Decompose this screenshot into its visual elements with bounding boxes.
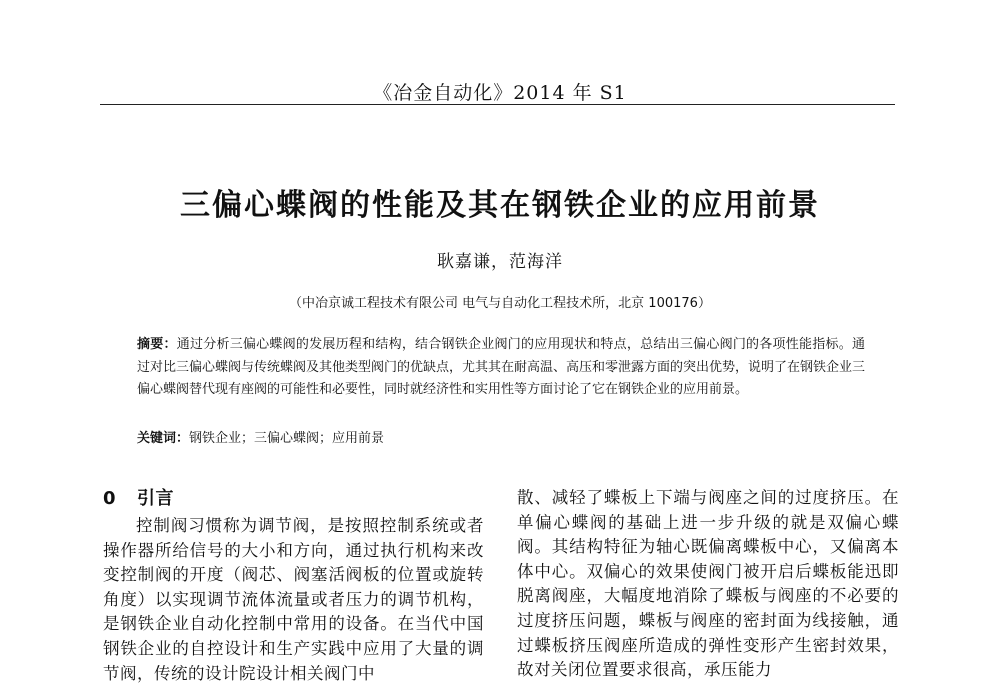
abstract-label: 摘要： bbox=[137, 337, 177, 352]
running-header: 《冶金自动化》2014 年 S1 bbox=[373, 82, 627, 104]
abstract bbox=[137, 334, 865, 402]
keywords bbox=[137, 428, 865, 450]
article-authors: 耿嘉谦，范海洋 bbox=[437, 252, 563, 272]
article-affiliation: （中冶京诚工程技术有限公司 电气与自动化工程技术所，北京 100176） bbox=[289, 296, 711, 311]
abstract-text: 通过分析三偏心蝶阀的发展历程和结构，结合钢铁企业阀门的应用现状和特点，总结出三偏心阀门的各项性能指标。通过对比三偏心蝶阀与传统蝶阀及其他类型阀门的优缺点，尤其其在耐高温、高压和零泄露方面的突出优势，说明了在钢铁企业三偏心蝶阀替代现有座阀的可能性和必要性，同时就经济性和实用性等方面讨论了它在钢铁企业的应用前景。 bbox=[137, 337, 866, 397]
section-title: 引言 bbox=[137, 488, 174, 509]
section-number: 0 bbox=[103, 488, 117, 509]
article-title: 三偏心蝶阀的性能及其在钢铁企业的应用前景 bbox=[180, 188, 820, 223]
body-paragraph: 控制阀习惯称为调节阀，是按照控制系统或者操作器所给信号的大小和方向，通过执行机构来改变控制阀的开度（阀芯、阀塞活阀板的位置或旋转角度）以实现调节流体流量或者压力的调节机构，是钢铁企业自动化控制中常用的设备。在当代中国钢铁企业的自控设计和生产实践中应用了大量的调节阀，传统的设计院设计相关阀门中 bbox=[103, 516, 484, 683]
body-column-left bbox=[103, 486, 484, 686]
keywords-label: 关键词： bbox=[137, 431, 190, 446]
body-paragraph-continued: 散、减轻了蝶板上下端与阀座之间的过度挤压。在单偏心蝶阀的基础上进一步升级的就是双偏心蝶阀。其结构特征为轴心既偏离蝶板中心，又偏离本体中心。双偏心的效果使阀门被开启后蝶板能迅即脱离阀座，大幅度地消除了蝶板与阀座的不必要的过度挤压问题，蝶板与阀座的密封面为线接触，通过蝶板挤压阀座所造成的弹性变形产生密封效果，故对关闭位置要求很高，承压能力 bbox=[517, 488, 899, 680]
body-column-right bbox=[517, 486, 899, 683]
section-heading bbox=[103, 486, 484, 512]
keywords-text: 钢铁企业；三偏心蝶阀；应用前景 bbox=[189, 431, 385, 446]
header-rule bbox=[100, 104, 895, 105]
